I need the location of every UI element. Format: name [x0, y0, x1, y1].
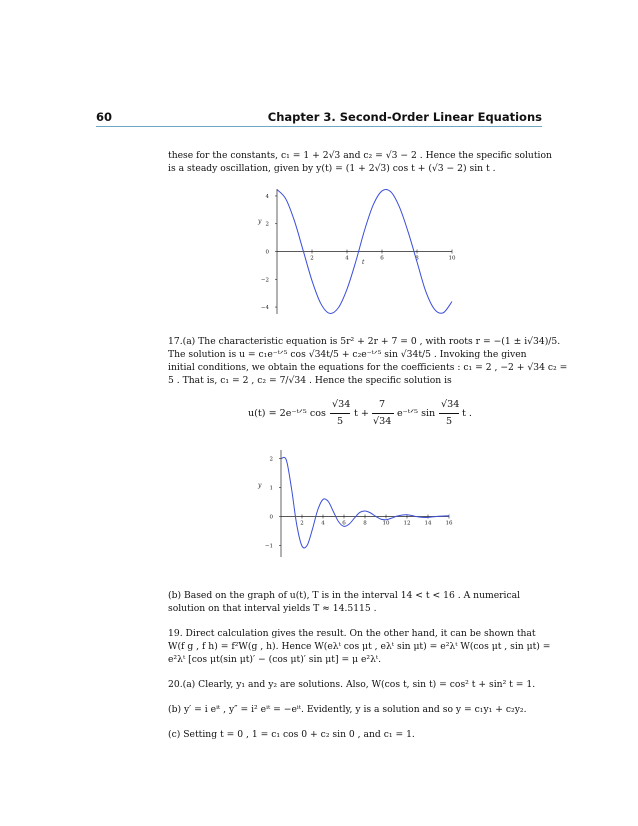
x-tick-label: 2	[310, 255, 314, 262]
eq-frac3-bar	[439, 413, 459, 414]
eq-tail: t .	[462, 408, 472, 419]
y-tick-label: 2	[265, 221, 269, 228]
eq-frac2-bar	[372, 413, 394, 414]
y-axis-label: y	[258, 482, 262, 489]
y-tick-label: 0	[265, 249, 269, 256]
p17-line-4: 5 . That is, c₁ = 2 , c₂ = 7/√34 . Hence the specific solution is	[168, 375, 452, 386]
eq-mid: t +	[354, 408, 369, 419]
eq-frac1-den: 5	[337, 416, 344, 427]
p17-line-2: The solution is u = c₁e⁻ᵗᐟ⁵ cos √34t/5 + c₂e⁻ᵗᐟ⁵ sin √34t/5 . Invoking the given	[168, 349, 527, 360]
eq-frac3-num: √34	[441, 399, 460, 410]
p19-line-3: e²λᵗ [cos μt(sin μt)′ − (cos μt)′ sin μt] = μ e²λᵗ.	[168, 654, 382, 665]
p20a-line: 20.(a) Clearly, y₁ and y₂ are solutions. Also, W(cos t, sin t) = cos² t + sin² t = 1.	[168, 679, 536, 690]
chapter-title: Chapter 3. Second-Order Linear Equations	[267, 110, 542, 124]
eq-frac1-num: √34	[332, 399, 351, 410]
page-header	[96, 108, 542, 124]
y-tick-label: −4	[260, 305, 269, 312]
x-tick-label: 6	[380, 255, 384, 262]
x-tick-label: 8	[363, 520, 367, 527]
y-tick-label: −2	[260, 277, 269, 284]
page-number: 60	[96, 110, 113, 124]
chart-damped-oscillation	[250, 445, 465, 565]
x-tick-label: 4	[345, 255, 349, 262]
y-tick-label: 1	[269, 485, 273, 492]
x-tick-label: 14	[424, 520, 432, 527]
x-tick-label: 4	[321, 520, 325, 527]
header-rule	[96, 126, 542, 127]
part-b-line-2: solution on that interval yields T ≈ 14.5115 .	[168, 603, 377, 614]
eq-frac2-den: √34	[373, 416, 392, 427]
p17-line-3: initial conditions, we obtain the equations for the coefficients : c₁ = 2 , −2 + √34 c₂ =	[168, 362, 568, 373]
y-tick-label: 0	[269, 514, 273, 521]
x-tick-label: 12	[403, 520, 411, 527]
series-line	[281, 457, 449, 548]
eq-frac3-den: 5	[446, 416, 453, 427]
x-tick-label: 10	[448, 255, 456, 262]
x-tick-label: 2	[300, 520, 304, 527]
intro-line-2: is a steady oscillation, given by y(t) = (1 + 2√3) cos t + (√3 − 2) sin t .	[168, 163, 496, 174]
y-tick-label: −1	[264, 543, 273, 550]
intro-line-1: these for the constants, c₁ = 1 + 2√3 and c₂ = √3 − 2 . Hence the specific solution	[168, 150, 552, 161]
x-tick-label: 8	[415, 255, 419, 262]
p20c-line: (c) Setting t = 0 , 1 = c₁ cos 0 + c₂ sin 0 , and c₁ = 1.	[168, 729, 415, 740]
eq-lhs: u(t) = 2e⁻ᵗᐟ⁵ cos	[248, 408, 326, 419]
x-tick-label: 16	[445, 520, 453, 527]
eq-frac2-num: 7	[379, 399, 386, 410]
display-equation	[248, 397, 478, 431]
y-tick-label: 2	[269, 456, 273, 463]
eq-mid2: e⁻ᵗᐟ⁵ sin	[397, 408, 436, 419]
p19-line-1: 19. Direct calculation gives the result. On the other hand, it can be shown that	[168, 628, 536, 639]
x-tick-label: 6	[342, 520, 346, 527]
x-axis-label: t	[362, 259, 365, 266]
y-tick-label: 4	[265, 193, 269, 200]
x-tick-label: 10	[382, 520, 390, 527]
part-b-line-1: (b) Based on the graph of u(t), T is in the interval 14 < t < 16 . A numerical	[168, 590, 521, 601]
y-axis-label: y	[258, 218, 262, 225]
eq-frac1-bar	[330, 413, 350, 414]
p19-line-2: W(f g , f h) = f²W(g , h). Hence W(eλᵗ cos μt , eλᵗ sin μt) = e²λᵗ W(cos μt , sin μt) =	[168, 641, 551, 652]
chart-steady-oscillation	[250, 185, 465, 320]
p17-line-1: 17.(a) The characteristic equation is 5r² + 2r + 7 = 0 , with roots r = −(1 ± i√34)/5.	[168, 336, 561, 347]
p20b-line: (b) y′ = i eⁱᵗ , y″ = i² eⁱᵗ = −eⁱᵗ. Evidently, y is a solution and so y = c₁y₁ + c₂y₂.	[168, 704, 527, 715]
